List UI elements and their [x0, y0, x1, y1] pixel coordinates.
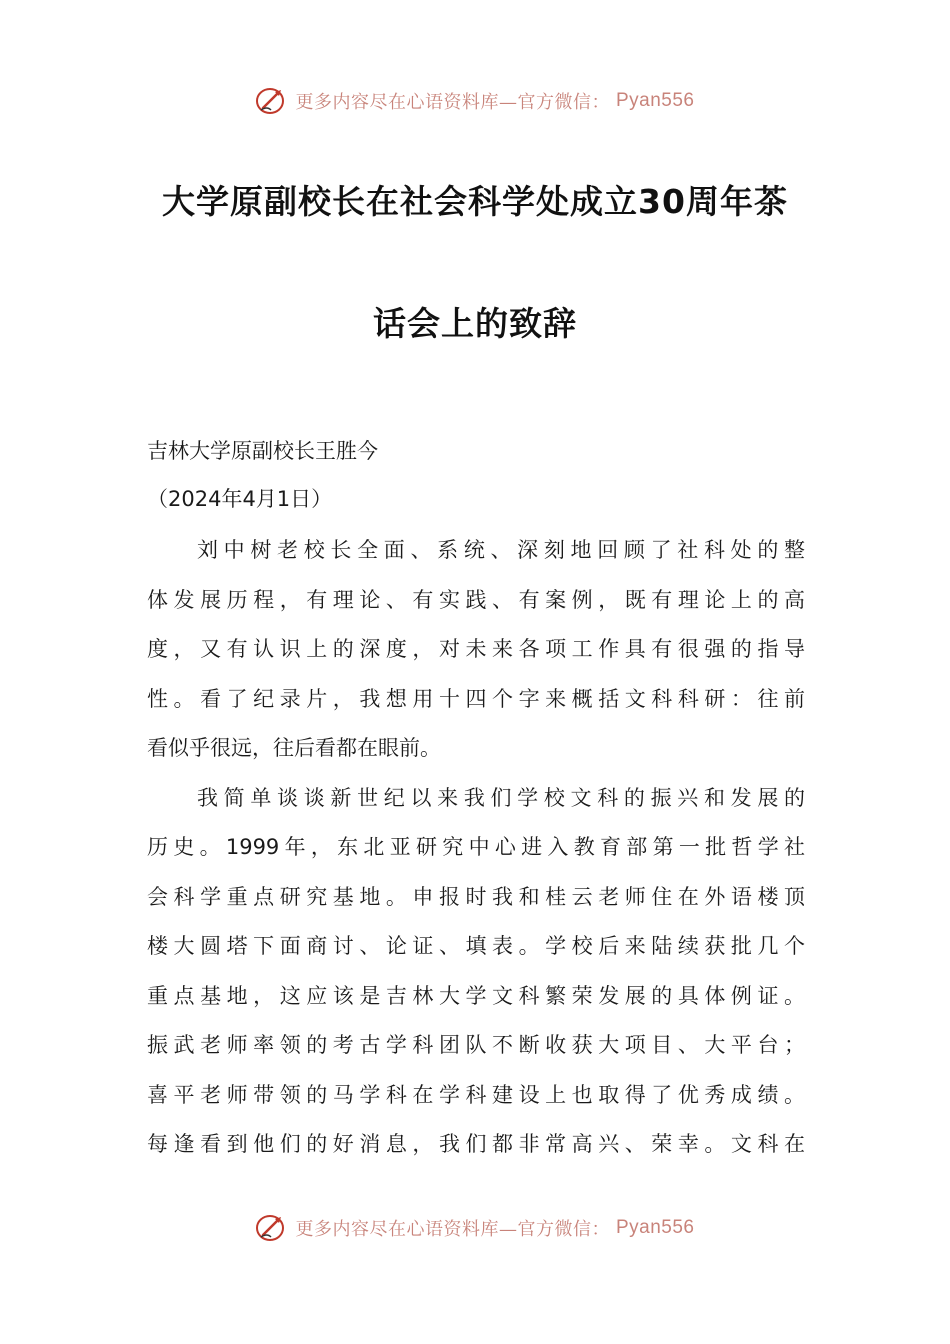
document-title-line-1: 大学原副校长在社会科学处成立30周年茶 — [162, 182, 788, 221]
pen-logo-icon — [255, 1213, 289, 1243]
paragraph-line: 性。看了纪录片，我想用十四个字来概括文科科研：往前 — [147, 687, 805, 711]
watermark-header — [0, 86, 950, 116]
paragraph-line: 会科学重点研究基地。申报时我和桂云老师住在外语楼顶 — [147, 885, 805, 909]
paragraph-line: 体发展历程，有理论、有实践、有案例，既有理论上的高 — [147, 588, 805, 612]
paragraph-line: 振武老师率领的考古学科团队不断收获大项目、大平台； — [147, 1033, 805, 1057]
document-title-line-2: 话会上的致辞 — [373, 304, 577, 343]
pen-logo-icon — [255, 86, 289, 116]
watermark-text: 更多内容尽在心语资料库—官方微信： — [295, 1219, 610, 1240]
watermark-footer — [0, 1213, 950, 1243]
paragraph-line: 每逢看到他们的好消息，我们都非常高兴、荣幸。文科在 — [147, 1132, 805, 1156]
paragraph-line: 历史。1999年，东北亚研究中心进入教育部第一批哲学社 — [147, 835, 805, 859]
paragraph-line: 楼大圆塔下面商讨、论证、填表。学校后来陆续获批几个 — [147, 934, 805, 958]
paragraph-line: 度，又有认识上的深度，对未来各项工作具有很强的指导 — [147, 637, 805, 661]
paragraph-line: 重点基地，这应该是吉林大学文科繁荣发展的具体例证。 — [147, 984, 805, 1008]
watermark-wechat-id: Pyan556 — [615, 90, 695, 111]
date-line: （2024年4月1日） — [147, 487, 333, 511]
author-line: 吉林大学原副校长王胜今 — [147, 439, 378, 463]
paragraph-line: 看似乎很远，往后看都在眼前。 — [147, 736, 441, 760]
paragraph-line: 刘中树老校长全面、系统、深刻地回顾了社科处的整 — [197, 538, 805, 562]
watermark-text: 更多内容尽在心语资料库—官方微信： — [295, 92, 610, 113]
paragraph-line: 我简单谈谈新世纪以来我们学校文科的振兴和发展的 — [197, 786, 805, 810]
watermark-wechat-id: Pyan556 — [615, 1217, 695, 1238]
paragraph-line: 喜平老师带领的马学科在学科建设上也取得了优秀成绩。 — [147, 1083, 805, 1107]
